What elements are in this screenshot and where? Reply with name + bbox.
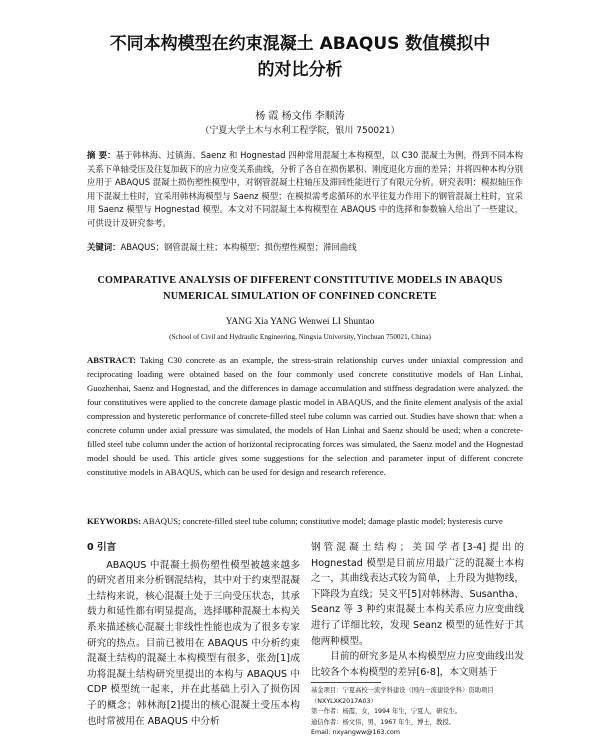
body-right-column	[311, 540, 524, 680]
english-keywords-label: KEYWORDS:	[87, 516, 141, 526]
chinese-title-line-2: 的对比分析	[257, 60, 343, 80]
chinese-keywords-label: 关键词：	[87, 242, 121, 252]
footnote-divider	[311, 682, 381, 683]
english-abstract-text: Taking C30 concrete as an example, the stress-strain relationship curves under uniaxial compression and reciprocating loading were obtained based on the four commonly used concrete constitutive models of Han Linhai, Guozhenhai, Saenz and Hognestad, and the differences in damage accumulation and stiffness degradation were analyzed. the four constitutives were applied to the concrete damage plastic model in ABAQUS, and the finite element analysis of the axial compression and hysteretic performance of concrete-filled steel tube column was carried out. Studies have shown that: when a concrete column under axial pressure was simulated, the models of Han Linhai and Saenz should be used; when a concrete-filled steel tube column under the action of horizontal reciprocating forces was simulated, the Saenz model and the Hognestad model should be used. This article gives some suggestions for the selection and parameter input of different concrete constitutive models in ABAQUS, which can be used for design and research reference.	[87, 355, 523, 477]
english-keywords	[87, 516, 523, 526]
english-title-line-2: NUMERICAL SIMULATION OF CONFINED CONCRETE	[163, 291, 437, 302]
chinese-title	[60, 33, 540, 81]
footnote-fund: 基金项目：宁夏高校一流学科建设（国内一流建设学科）资助项目（NXYLXK2017A03）	[311, 687, 494, 705]
chinese-abstract-label: 摘 要：	[87, 150, 116, 160]
section-heading-introduction: 0 引言	[87, 542, 117, 553]
english-affiliation: (School of Civil and Hydraulic Engineering, Ningxia University, Yinchuan 750021, China)	[169, 333, 431, 341]
english-authors: YANG Xia YANG Wenwei LI Shuntao	[225, 317, 375, 327]
footnote-block	[311, 682, 524, 739]
english-title	[60, 275, 540, 303]
chinese-title-line-1: 不同本构模型在约束混凝土 ABAQUS 数值模拟中	[109, 34, 491, 54]
english-keywords-text: ABAQUS; concrete-filled steel tube column; constitutive model; damage plastic model; hysteresis curve	[142, 516, 503, 526]
chinese-abstract-text: 基于韩林海、过镇海、Saenz 和 Hognestad 四种常用混凝土本构模型，以 C30 混凝土为例，得到不同本构关系下单轴受压及往复加载下的应力应变关系曲线，分析了各自在损伤累积、刚度退化方面的差异；并将四种本构分别应用于 ABAQUS 混凝土损伤塑性模型中，对钢管混凝土柱轴压及滞回性能进行了有限元分析。研究表明：模拟轴压作用下混凝土柱时，宜采用韩林海模型与 Saenz 模型；在模拟需考虑循环的水平往复力作用下的钢管混凝土柱时，宜采用 Saenz 模型与 Hognestad 模型。本文对不同混凝土本构模型在 ABAQUS 中的选择和参数输入给出了一些建议，可供设计及研究参考。	[87, 150, 523, 228]
body-paragraph: 目前的研究多是从本构模型应力应变曲线出发比较各个本构模型的差异[6-8]，本文则基于	[311, 651, 524, 678]
body-paragraph: 钢管混凝土结构；美国学者[3-4]提出的 Hognestad 模型是目前应用最广泛的混凝土本构之一，其曲线表达式较为简单，上升段为抛物线，下降段为直线；吴文平[5]对韩林海、Susantha、Seanz 等 3 种约束混凝土本构关系应力应变曲线进行了详细比较，发现 Seanz 模型的延性好于其他两种模型。	[311, 542, 524, 647]
footnote-first-author: 第一作者：杨霞，女，1994 年生，宁夏人，研究生。	[311, 708, 462, 715]
footnote-email: Email: nxyangww@163.com	[311, 729, 400, 736]
footnote-corresponding-author: 通信作者：杨文伟，男，1967 年生，博士，教授。	[311, 718, 455, 726]
body-left-column	[87, 540, 300, 729]
chinese-abstract	[87, 149, 523, 230]
chinese-authors: 杨 霞 杨文伟 李顺涛	[255, 111, 345, 122]
chinese-affiliation: （宁夏大学土木与水利工程学院，银川 750021）	[200, 126, 400, 136]
body-paragraph: ABAQUS 中混凝土损伤塑性模型被越来越多的研究者用来分析钢混结构，其中对于约束型混凝土结构来说，核心混凝土处于三向受压状态，其承载力和延性都有明显提高，选择哪种混凝土本构关系来描述核心混凝土非线性性能也成为了很多专家研究的热点。目前已被用在 ABAQUS 中分析约束混凝土结构的混凝土本构模型有很多，张劲[1]成功将混凝土结构研究里提出的本构与 ABAQUS 中 CDP 模型统一起来，并在此基础上引入了损伤因子的概念；韩林海[2]提出的核心混凝土受压本构也时常被用在 ABAQUS 中分析	[87, 559, 300, 727]
english-title-line-1: COMPARATIVE ANALYSIS OF DIFFERENT CONSTITUTIVE MODELS IN ABAQUS	[97, 275, 503, 286]
english-abstract	[87, 353, 523, 479]
chinese-keywords	[87, 241, 523, 253]
chinese-keywords-text: ABAQUS；钢管混凝土柱；本构模型；损伤塑性模型；滞回曲线	[120, 242, 357, 252]
english-abstract-label: ABSTRACT:	[87, 355, 137, 365]
